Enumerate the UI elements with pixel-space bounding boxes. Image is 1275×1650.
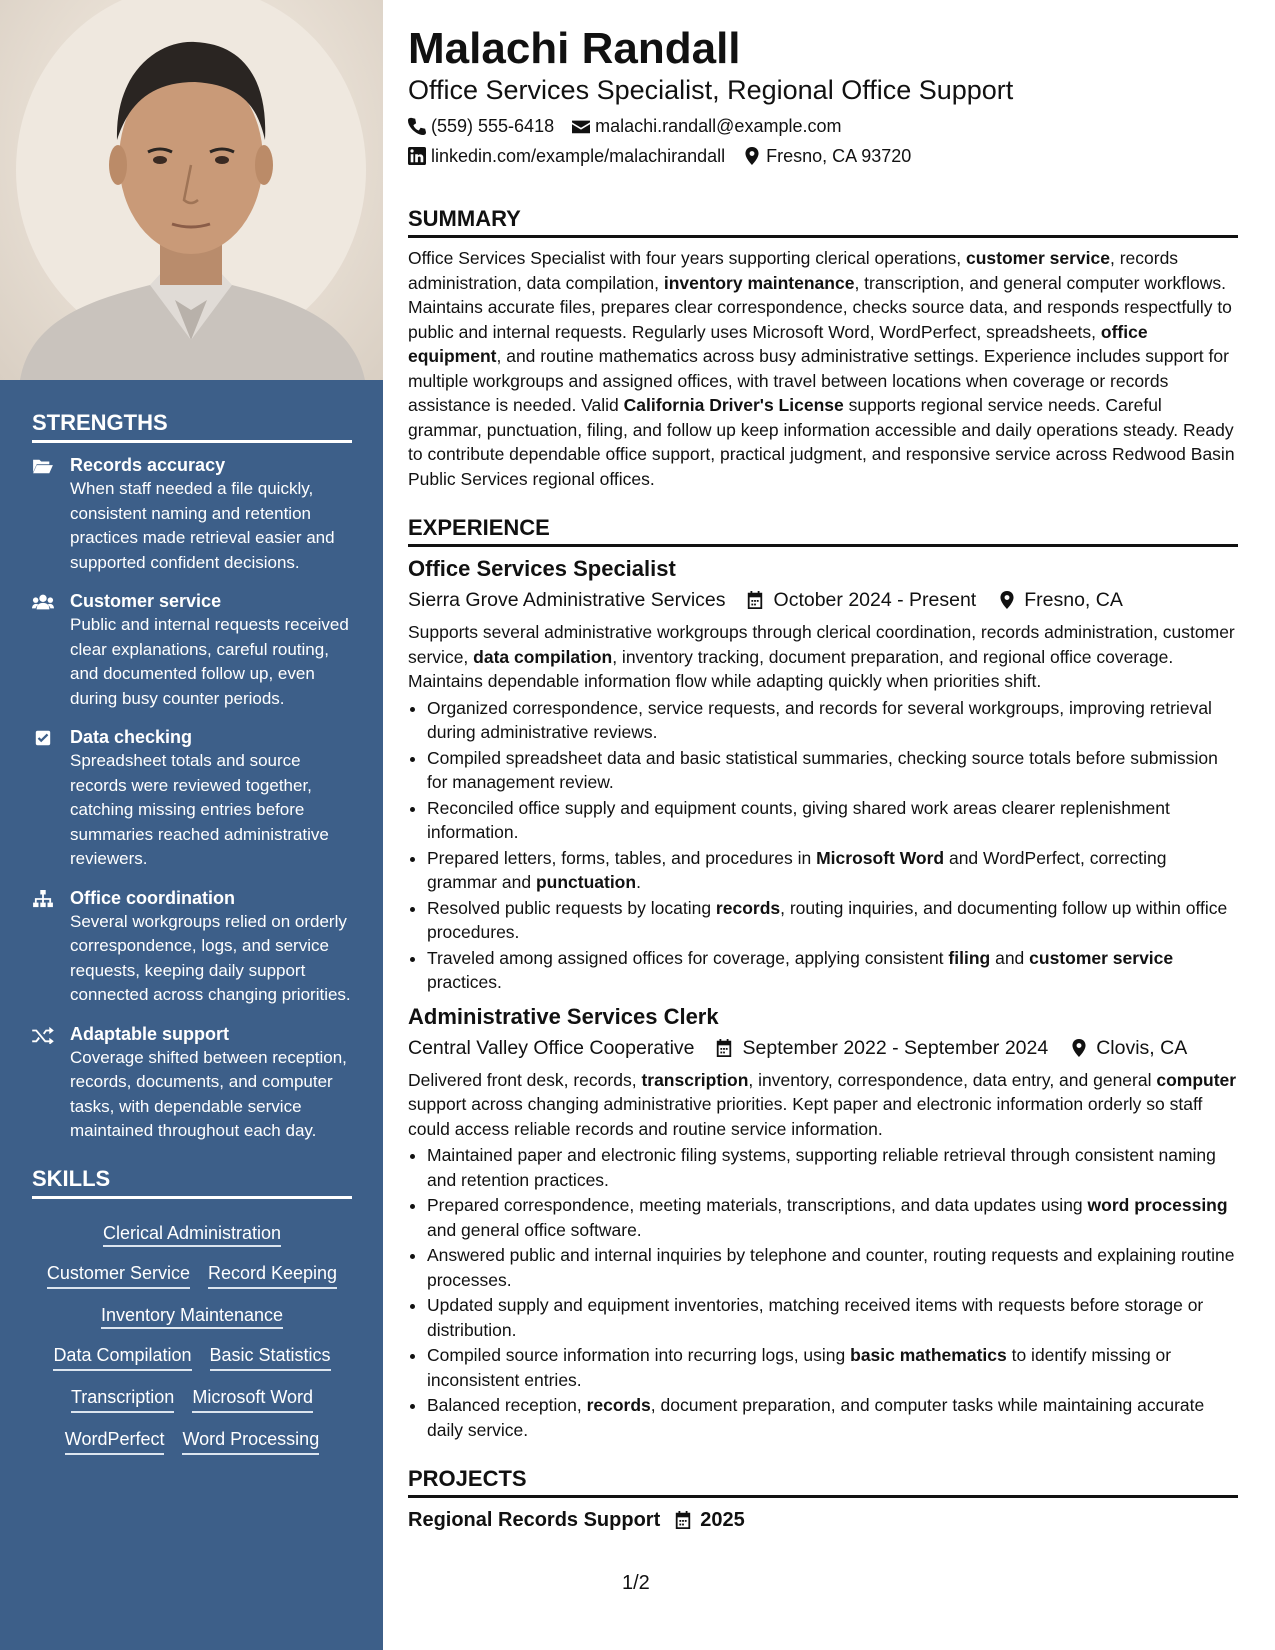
skill-tag: Clerical Administration	[103, 1223, 281, 1247]
strength-title: Adaptable support	[70, 1023, 230, 1044]
linkedin-text: linkedin.com/example/malachirandall	[431, 146, 726, 166]
users-icon	[32, 593, 54, 611]
contact-row-2	[408, 144, 1238, 168]
job-bullet: • Compiled spreadsheet data and basic statistical summaries, checking source totals before submission for management review.	[427, 746, 1238, 795]
map-pin-icon	[743, 147, 761, 165]
job-entry	[408, 1003, 1238, 1443]
project-year: 2025	[700, 1509, 745, 1531]
skills-list	[32, 1209, 352, 1463]
skill-tag: Data Compilation	[53, 1343, 191, 1371]
job-entry	[408, 555, 1238, 995]
candidate-name: Malachi Randall	[408, 24, 741, 73]
job-bullet: • Traveled among assigned offices for coverage, applying consistent filing and customer service practices.	[427, 946, 1238, 995]
sitemap-icon	[32, 890, 54, 908]
skill-tag: Customer Service	[47, 1261, 190, 1289]
skill-tag: Record Keeping	[208, 1261, 337, 1289]
calendar-icon	[746, 591, 764, 609]
project-item	[408, 1506, 1238, 1534]
job-dates: October 2024 - Present	[773, 589, 977, 611]
linkedin-contact[interactable]	[408, 144, 725, 168]
job-bullet: • Answered public and internal inquiries by telephone and counter, routing requests and explaining routine processes.	[427, 1243, 1238, 1292]
projects-heading: PROJECTS	[408, 1466, 1238, 1498]
skill-tag: Microsoft Word	[192, 1385, 313, 1413]
summary-text: Office Services Specialist with four years supporting clerical operations, customer service, records administration, data compilation, inventory maintenance, transcription, and general computer workflows. Maintains accurate files, prepares clear correspondence, checks source data, and responds respectfully to public and internal requests. Regularly uses Microsoft Word, WordPerfect, spreadsheets, office equipment, and routine mathematics across busy administrative settings. Experience includes support for multiple workgroups and assigned offices, with travel between locations when coverage or records assistance is needed. Valid California Driver's License supports regional service needs. Careful grammar, punctuation, filing, and follow up keep information accessible and daily operations steady. Ready to contribute dependable office support, practical judgment, and responsive service across Redwood Basin Public Services regional offices.	[408, 248, 1235, 489]
strength-desc: Coverage shifted between reception, records, documents, and computer tasks, with dependable service maintained throughout each day.	[70, 1047, 347, 1140]
calendar-icon	[674, 1511, 692, 1529]
job-company: Sierra Grove Administrative Services	[408, 589, 726, 611]
job-bullet: • Balanced reception, records, document preparation, and computer tasks while maintaining accurate daily service.	[427, 1393, 1238, 1442]
location-text: Fresno, CA 93720	[766, 146, 912, 166]
skill-tag: Word Processing	[182, 1427, 319, 1455]
job-location: Clovis, CA	[1096, 1036, 1188, 1059]
check-square-icon	[32, 729, 54, 747]
email-contact[interactable]	[572, 114, 841, 138]
strength-title: Data checking	[70, 727, 193, 747]
strength-desc: Public and internal requests received clear explanations, careful routing, and documented follow up, even during busy counter periods.	[70, 615, 349, 708]
shuffle-icon	[32, 1026, 54, 1044]
job-bullet: • Organized correspondence, service requests, and records for several workgroups, improving retrieval during administrative reviews.	[427, 696, 1238, 745]
strength-item	[32, 886, 352, 1008]
job-summary: Delivered front desk, records, transcription, inventory, correspondence, data entry, and general computer support across changing administrative priorities. Kept paper and electronic information orderly so staff could access reliable records and routine service information.	[408, 1069, 1237, 1139]
map-pin-icon	[1070, 1039, 1088, 1057]
phone-text: (559) 555-6418	[431, 116, 555, 136]
skill-tag: Transcription	[71, 1385, 174, 1413]
job-bullet: • Compiled source information into recurring logs, using basic mathematics to identify missing or inconsistent entries.	[427, 1343, 1238, 1392]
page-number: 1/2	[622, 1572, 650, 1594]
job-bullet: • Maintained paper and electronic filing systems, supporting reliable retrieval through consistent naming and retention practices.	[427, 1143, 1238, 1192]
job-company: Central Valley Office Cooperative	[408, 1036, 695, 1059]
map-pin-icon	[998, 591, 1016, 609]
job-bullets	[408, 1143, 1238, 1442]
job-bullet: • Resolved public requests by locating records, routing inquiries, and documenting follow up within office procedures.	[427, 896, 1238, 945]
main-content	[408, 22, 1238, 1534]
skill-tag: Basic Statistics	[210, 1343, 331, 1371]
sidebar	[0, 0, 383, 1650]
sidebar-content	[32, 410, 352, 1463]
strength-title: Customer service	[70, 591, 222, 611]
job-bullet: • Reconciled office supply and equipment counts, giving shared work areas clearer replenishment information.	[427, 796, 1238, 845]
strength-item	[32, 725, 352, 872]
profile-photo	[0, 0, 383, 380]
job-dates: September 2022 - September 2024	[742, 1036, 1049, 1059]
skills-heading: SKILLS	[32, 1166, 352, 1199]
experience-heading: EXPERIENCE	[408, 515, 1238, 547]
project-title: Regional Records Support	[408, 1509, 661, 1531]
strengths-heading: STRENGTHS	[32, 410, 352, 443]
job-summary: Supports several administrative workgroups through clerical coordination, records administration, customer service, data compilation, inventory tracking, document preparation, and regional office coverage. Maintains dependable information flow while adapting quickly when priorities shift.	[408, 622, 1235, 691]
job-bullet: • Prepared letters, forms, tables, and procedures in Microsoft Word and WordPerfect, correcting grammar and punctuation.	[427, 846, 1238, 895]
strength-item	[32, 589, 352, 711]
strength-title: Records accuracy	[70, 455, 226, 475]
strength-title: Office coordination	[70, 887, 236, 908]
phone-contact[interactable]	[408, 114, 554, 138]
strength-desc: Spreadsheet totals and source records were reviewed together, catching missing entries before summaries reached administrative reviewers.	[70, 751, 329, 868]
envelope-icon	[572, 117, 590, 135]
job-location: Fresno, CA	[1024, 589, 1123, 611]
job-title: Office Services Specialist	[408, 556, 676, 581]
summary-heading: SUMMARY	[408, 206, 1238, 238]
job-meta	[408, 1034, 1238, 1062]
strength-desc: Several workgroups relied on orderly correspondence, logs, and service requests, keeping daily support connected across changing priorities.	[70, 911, 351, 1004]
linkedin-icon	[408, 147, 426, 165]
candidate-role: Office Services Specialist, Regional Office Support	[408, 75, 1014, 105]
skill-tag: WordPerfect	[65, 1427, 165, 1455]
strength-item	[32, 1022, 352, 1144]
phone-icon	[408, 117, 426, 135]
email-text: malachi.randall@example.com	[595, 116, 842, 136]
skill-tag: Inventory Maintenance	[101, 1305, 283, 1329]
job-bullet: • Prepared correspondence, meeting materials, transcriptions, and data updates using word processing and general office software.	[427, 1193, 1238, 1242]
job-meta	[408, 586, 1238, 614]
folder-open-icon	[32, 457, 54, 475]
location-contact	[743, 144, 911, 168]
job-bullets	[408, 696, 1238, 995]
strength-item	[32, 453, 352, 575]
strength-desc: When staff needed a file quickly, consistent naming and retention practices made retrieval easier and supported confident decisions.	[70, 479, 335, 572]
contact-row	[408, 114, 1238, 138]
job-bullet: • Updated supply and equipment inventories, matching received items with requests before storage or distribution.	[427, 1293, 1238, 1342]
calendar-icon	[715, 1039, 733, 1057]
job-title: Administrative Services Clerk	[408, 1003, 719, 1029]
